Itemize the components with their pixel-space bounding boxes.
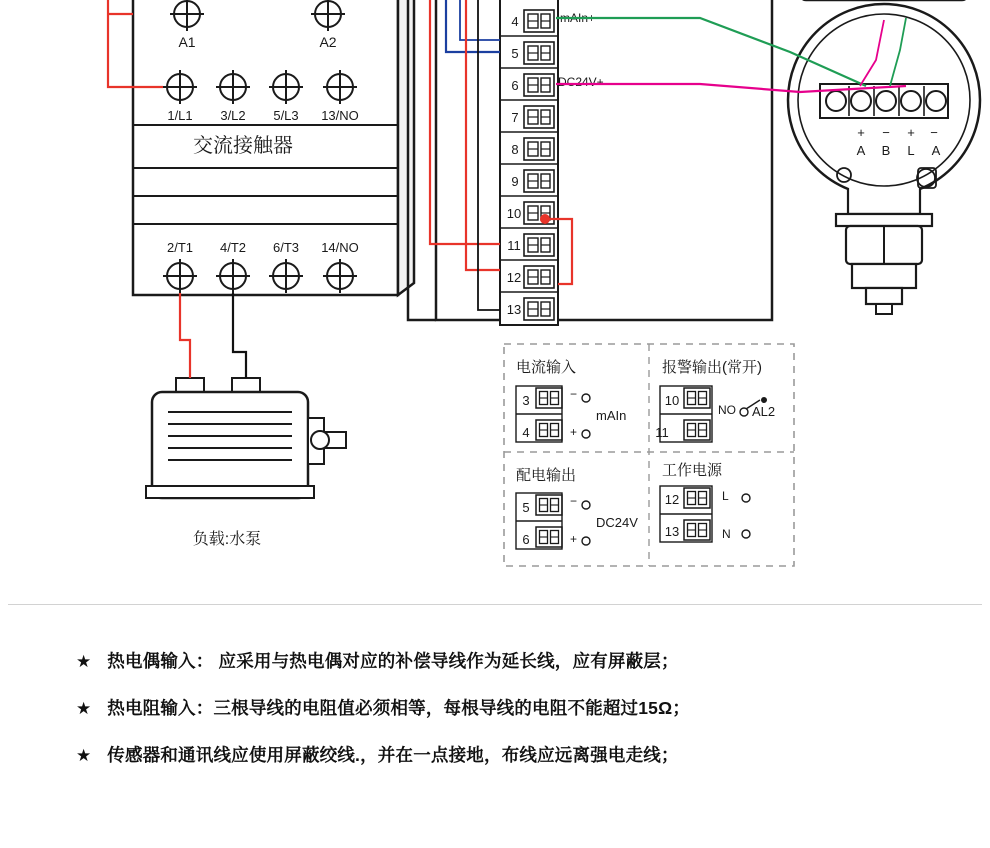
- star-icon: ★: [76, 699, 92, 718]
- svg-text:−: −: [882, 125, 890, 140]
- svg-text:4: 4: [522, 425, 530, 440]
- svg-text:L: L: [907, 143, 915, 158]
- legend-alarm-output: [655, 358, 775, 442]
- svg-text:13: 13: [664, 524, 680, 539]
- svg-text:9: 9: [511, 174, 519, 189]
- svg-text:负载:水泵: 负载:水泵: [192, 531, 262, 548]
- svg-text:13/NO: 13/NO: [321, 108, 359, 123]
- svg-text:3/L2: 3/L2: [220, 108, 246, 123]
- svg-text:mAIn+: mAIn+: [560, 11, 596, 25]
- svg-text:6: 6: [522, 532, 530, 547]
- legend-panel: [504, 344, 794, 566]
- svg-text:交流接触器: 交流接触器: [193, 135, 293, 157]
- svg-text:4: 4: [511, 14, 519, 29]
- svg-text:−: −: [930, 125, 938, 140]
- svg-text:13: 13: [506, 302, 522, 317]
- legend-current-input: [516, 358, 626, 442]
- svg-text:1/L1: 1/L1: [167, 108, 193, 123]
- svg-text:配电输出: 配电输出: [516, 467, 577, 484]
- svg-text:11: 11: [655, 425, 669, 440]
- svg-text:工作电源: 工作电源: [662, 462, 723, 479]
- pump-motor: [146, 378, 346, 548]
- svg-text:+: +: [857, 125, 865, 140]
- section-divider: [8, 604, 982, 605]
- svg-text:10: 10: [664, 393, 680, 408]
- svg-text:+: +: [570, 532, 578, 546]
- svg-text:5/L3: 5/L3: [273, 108, 299, 123]
- svg-text:DC24V: DC24V: [596, 515, 638, 530]
- ac-contactor: [133, 0, 414, 295]
- note-item: [0, 648, 990, 673]
- instrument-terminal-block: [408, 0, 772, 325]
- svg-text:5: 5: [511, 46, 519, 61]
- svg-text:A: A: [931, 143, 941, 158]
- svg-text:12: 12: [664, 492, 680, 507]
- svg-text:8: 8: [511, 142, 519, 157]
- svg-text:7: 7: [511, 110, 519, 125]
- note-item: [0, 695, 990, 720]
- svg-text:报警输出(常开): 报警输出(常开): [662, 359, 762, 376]
- svg-text:11: 11: [507, 238, 521, 253]
- svg-text:2/T1: 2/T1: [166, 240, 194, 255]
- svg-text:AL2: AL2: [752, 404, 776, 419]
- note-item: [0, 742, 990, 767]
- svg-text:6: 6: [511, 78, 519, 93]
- note-text: 热电偶输入： 应采用与热电偶对应的补偿导线作为延长线，应有屏蔽层；: [107, 651, 679, 671]
- svg-text:B: B: [881, 143, 891, 158]
- svg-text:14/NO: 14/NO: [321, 240, 359, 255]
- svg-text:mAIn: mAIn: [596, 408, 627, 423]
- svg-text:4/T2: 4/T2: [219, 240, 247, 255]
- legend-working-power: [660, 461, 750, 542]
- svg-text:L: L: [722, 489, 729, 503]
- svg-text:A1: A1: [178, 34, 196, 50]
- svg-text:−: −: [570, 494, 578, 508]
- pressure-transmitter: [788, 0, 980, 314]
- svg-text:A2: A2: [319, 34, 337, 50]
- svg-text:DC24V+: DC24V+: [558, 75, 604, 89]
- svg-text:+: +: [570, 425, 578, 439]
- svg-text:10: 10: [506, 206, 522, 221]
- note-text: 传感器和通讯线应使用屏蔽绞线.，并在一点接地，布线应远离强电走线；: [107, 745, 679, 765]
- svg-text:+: +: [907, 125, 915, 140]
- star-icon: ★: [76, 746, 92, 765]
- star-icon: ★: [76, 652, 92, 671]
- note-text: 热电阻输入：三根导线的电阻值必须相等，每根导线的电阻不能超过15Ω；: [107, 698, 691, 718]
- svg-text:N: N: [722, 527, 731, 541]
- svg-text:5: 5: [522, 500, 530, 515]
- legend-power-output: [516, 466, 638, 549]
- svg-text:6/T3: 6/T3: [272, 240, 300, 255]
- svg-text:12: 12: [506, 270, 522, 285]
- notes-section: [0, 648, 990, 789]
- svg-text:3: 3: [522, 393, 530, 408]
- svg-text:电流输入: 电流输入: [516, 359, 577, 376]
- svg-text:A: A: [856, 143, 866, 158]
- svg-text:−: −: [570, 387, 578, 401]
- svg-text:NO: NO: [718, 403, 736, 417]
